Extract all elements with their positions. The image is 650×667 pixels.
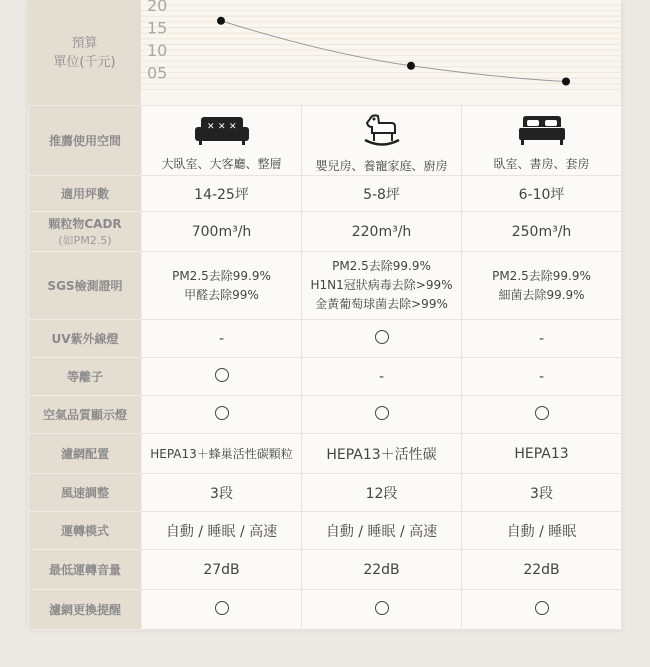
cell-value: 700m³/h bbox=[191, 223, 252, 240]
cell-value: 3段 bbox=[530, 485, 553, 502]
budget-plot bbox=[141, 0, 621, 105]
cell-value: 250m³/h bbox=[511, 223, 572, 240]
cell-area-1 bbox=[142, 176, 302, 212]
cell-cadr-2 bbox=[302, 212, 462, 252]
cell-cadr-1 bbox=[142, 212, 302, 252]
row-label: UV紫外線燈 bbox=[51, 332, 119, 346]
no-dash: - bbox=[218, 330, 225, 347]
sgs-line: H1N1冠狀病毒去除>99% bbox=[310, 278, 453, 292]
sgs-line: PM2.5去除99.9% bbox=[332, 259, 431, 273]
row-label: 濾網更換提醒 bbox=[48, 603, 121, 617]
cell-value: 22dB bbox=[363, 561, 400, 578]
row-header-space bbox=[29, 106, 142, 176]
cell-value: 3段 bbox=[210, 485, 233, 502]
cell-value: HEPA13 bbox=[514, 445, 569, 462]
row-header-speed bbox=[29, 474, 142, 512]
y-tick-label: 05 bbox=[147, 63, 168, 83]
row-label: 等離子 bbox=[66, 370, 103, 384]
price-point bbox=[407, 62, 415, 70]
yes-circle-icon bbox=[215, 406, 229, 420]
no-dash: - bbox=[538, 368, 545, 385]
cell-aqi-2 bbox=[302, 396, 462, 434]
cell-sgs-3 bbox=[462, 252, 622, 320]
table-row-remind bbox=[29, 590, 622, 630]
cell-value: 22dB bbox=[523, 561, 560, 578]
row-label: 濾網配置 bbox=[60, 447, 109, 461]
svg-text:✕: ✕ bbox=[217, 122, 226, 132]
table-row-uv bbox=[29, 320, 622, 358]
cell-aqi-3 bbox=[462, 396, 622, 434]
cell-mode-1 bbox=[142, 512, 302, 550]
cell-sgs-2 bbox=[302, 252, 462, 320]
cell-value: 自動 / 睡眠 / 高速 bbox=[325, 523, 438, 540]
cell-uv-3 bbox=[462, 320, 622, 358]
cell-value: 6-10坪 bbox=[518, 186, 565, 203]
yes-circle-icon bbox=[215, 368, 229, 382]
cell-remind-2 bbox=[302, 590, 462, 630]
row-label: 運轉模式 bbox=[60, 524, 109, 538]
y-tick-label: 20 bbox=[147, 0, 168, 15]
cell-filter-2 bbox=[302, 434, 462, 474]
row-header-noise bbox=[29, 550, 142, 590]
cell-cadr-3 bbox=[462, 212, 622, 252]
y-tick-label: 15 bbox=[147, 18, 168, 38]
cell-value: HEPA13＋蜂巢活性碳顆粒 bbox=[150, 447, 293, 461]
row-label: 最低運轉音量 bbox=[48, 563, 121, 577]
cell-value: 220m³/h bbox=[351, 223, 412, 240]
table-row-filter bbox=[29, 434, 622, 474]
cell-noise-3 bbox=[462, 550, 622, 590]
cell-space-3 bbox=[462, 106, 622, 176]
table-row-sgs bbox=[29, 252, 622, 320]
table-row-noise bbox=[29, 550, 622, 590]
cell-ion-3 bbox=[462, 358, 622, 396]
cell-value: 5-8坪 bbox=[363, 186, 400, 203]
row-header-area bbox=[29, 176, 142, 212]
row-label: 空氣品質顯示燈 bbox=[42, 408, 127, 422]
sgs-line: 細菌去除99.9% bbox=[498, 287, 585, 302]
row-header-uv bbox=[29, 320, 142, 358]
spec-table bbox=[28, 105, 622, 630]
budget-label bbox=[28, 0, 141, 105]
budget-title: 預算 bbox=[71, 35, 98, 51]
cell-value: 自動 / 睡眠 bbox=[506, 523, 577, 540]
row-header-ion bbox=[29, 358, 142, 396]
sgs-line: PM2.5去除99.9% bbox=[492, 268, 591, 283]
room-text: 臥室、書房、套房 bbox=[493, 157, 590, 171]
row-header-mode bbox=[29, 512, 142, 550]
table-row-mode bbox=[29, 512, 622, 550]
cell-sgs-1 bbox=[142, 252, 302, 320]
cell-value: 12段 bbox=[365, 485, 398, 502]
row-label: SGS檢測證明 bbox=[47, 279, 123, 293]
table-row-area bbox=[29, 176, 622, 212]
room-text: 嬰兒房、養寵家庭、廚房 bbox=[315, 159, 448, 173]
cell-filter-1 bbox=[142, 434, 302, 474]
cell-space-2 bbox=[302, 106, 462, 176]
sgs-line: 甲醛去除99% bbox=[184, 287, 259, 302]
row-label: 推薦使用空間 bbox=[48, 134, 121, 148]
cell-area-2 bbox=[302, 176, 462, 212]
price-point bbox=[217, 17, 225, 25]
cell-uv-1 bbox=[142, 320, 302, 358]
svg-text:✕: ✕ bbox=[228, 122, 237, 132]
cell-speed-1 bbox=[142, 474, 302, 512]
room-text: 大臥室、大客廳、整層 bbox=[161, 157, 282, 171]
cell-value: 27dB bbox=[203, 561, 240, 578]
table-row-ion bbox=[29, 358, 622, 396]
no-dash: - bbox=[378, 368, 385, 385]
cell-value: HEPA13＋活性碳 bbox=[326, 446, 437, 463]
yes-circle-icon bbox=[375, 330, 389, 344]
cell-remind-3 bbox=[462, 590, 622, 630]
sgs-line: 金黃葡萄球菌去除>99% bbox=[315, 297, 448, 311]
budget-chart bbox=[28, 0, 621, 105]
cell-mode-2 bbox=[302, 512, 462, 550]
svg-text:✕: ✕ bbox=[206, 122, 215, 132]
sofa-icon bbox=[142, 115, 301, 151]
cell-area-3 bbox=[462, 176, 622, 212]
cell-value: 14-25坪 bbox=[194, 186, 249, 203]
price-point bbox=[562, 78, 570, 86]
cell-ion-2 bbox=[302, 358, 462, 396]
row-header-cadr bbox=[29, 212, 142, 252]
cell-remind-1 bbox=[142, 590, 302, 630]
row-header-aqi bbox=[29, 396, 142, 434]
sgs-line: PM2.5去除99.9% bbox=[172, 268, 271, 283]
comparison-table bbox=[28, 0, 621, 628]
table-row-space bbox=[29, 106, 622, 176]
budget-unit: 單位(千元) bbox=[53, 54, 116, 70]
table-row-speed bbox=[29, 474, 622, 512]
table-row-cadr bbox=[29, 212, 622, 252]
y-tick-label: 10 bbox=[147, 41, 168, 60]
row-sublabel: (如PM2.5) bbox=[58, 234, 112, 247]
row-header-filter bbox=[29, 434, 142, 474]
yes-circle-icon bbox=[375, 406, 389, 420]
yes-circle-icon bbox=[535, 406, 549, 420]
cell-filter-3 bbox=[462, 434, 622, 474]
row-header-remind bbox=[29, 590, 142, 630]
cell-noise-2 bbox=[302, 550, 462, 590]
yes-circle-icon bbox=[535, 601, 549, 615]
row-label: 適用坪數 bbox=[60, 187, 109, 201]
row-label: 顆粒物CADR bbox=[48, 217, 122, 231]
table-row-aqi bbox=[29, 396, 622, 434]
cell-aqi-1 bbox=[142, 396, 302, 434]
yes-circle-icon bbox=[215, 601, 229, 615]
cell-speed-3 bbox=[462, 474, 622, 512]
rocking-horse-icon bbox=[302, 113, 461, 153]
row-header-sgs bbox=[29, 252, 142, 320]
bed-icon bbox=[462, 115, 621, 151]
cell-uv-2 bbox=[302, 320, 462, 358]
cell-speed-2 bbox=[302, 474, 462, 512]
cell-noise-1 bbox=[142, 550, 302, 590]
cell-ion-1 bbox=[142, 358, 302, 396]
budget-plot-svg bbox=[141, 0, 621, 105]
yes-circle-icon bbox=[375, 601, 389, 615]
row-label: 風速調整 bbox=[60, 486, 109, 500]
cell-space-1 bbox=[142, 106, 302, 176]
cell-mode-3 bbox=[462, 512, 622, 550]
no-dash: - bbox=[538, 330, 545, 347]
cell-value: 自動 / 睡眠 / 高速 bbox=[165, 523, 278, 540]
